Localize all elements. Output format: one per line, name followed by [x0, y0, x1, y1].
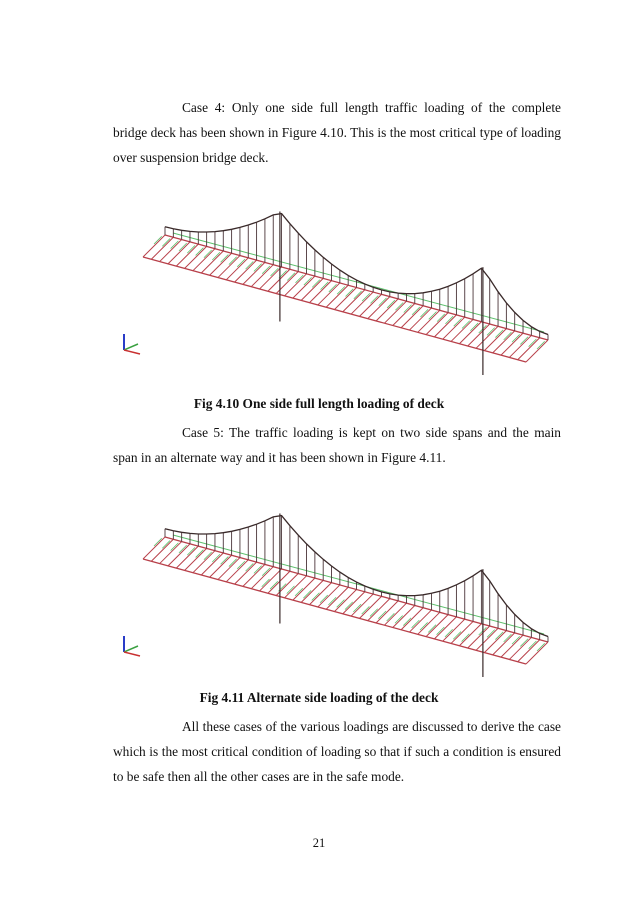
- deck-cross-beam: [160, 240, 182, 262]
- deck-cross-beam: [226, 560, 248, 582]
- deck-cross-beam: [318, 283, 340, 305]
- deck-cross-beam: [434, 617, 456, 639]
- deck-cross-beam: [235, 260, 257, 282]
- deck-cross-beam: [301, 278, 323, 300]
- deck-cross-beam: [509, 637, 531, 659]
- deck-cross-beam: [268, 571, 290, 593]
- deck-cross-beam: [468, 626, 490, 648]
- deck-cross-beam: [443, 317, 465, 339]
- axis-y: [124, 646, 138, 652]
- deck-cross-beam: [268, 269, 290, 291]
- deck-cross-beam: [418, 612, 440, 634]
- deck-cross-beam: [376, 601, 398, 623]
- deck-cross-beam: [368, 599, 390, 621]
- deck-cross-beam: [468, 324, 490, 346]
- deck-edge-near: [143, 257, 526, 362]
- deck-cross-beam: [451, 319, 473, 341]
- deck-cross-beam: [310, 583, 332, 605]
- deck-cross-beam: [393, 605, 415, 627]
- deck-cross-beam: [201, 251, 223, 273]
- deck-cross-beam: [285, 576, 307, 598]
- deck-edge-near: [143, 559, 526, 664]
- deck-cross-beam: [293, 276, 315, 298]
- deck-cross-beam: [243, 262, 265, 284]
- deck-cross-beam: [310, 281, 332, 303]
- deck-cross-beam: [426, 313, 448, 335]
- caption-fig-4-10: Fig 4.10 One side full length loading of deck: [193, 396, 445, 411]
- deck-cross-beam: [501, 635, 523, 657]
- deck-cross-beam: [426, 615, 448, 637]
- load-band-line: [173, 535, 544, 634]
- deck-cross-beam: [251, 567, 273, 589]
- deck-cross-beam: [176, 546, 198, 568]
- deck-cross-beam: [143, 537, 165, 559]
- deck-cross-beam: [409, 308, 431, 330]
- deck-cross-beam: [376, 299, 398, 321]
- deck-cross-beam: [359, 294, 381, 316]
- deck-cross-beam: [260, 569, 282, 591]
- deck-cross-beam: [243, 564, 265, 586]
- deck-cross-beam: [210, 555, 232, 577]
- deck-cross-beam: [318, 585, 340, 607]
- deck-cross-beam: [151, 539, 173, 561]
- axis-x: [124, 350, 140, 354]
- deck-cross-beam: [160, 542, 182, 564]
- deck-cross-beam: [476, 326, 498, 348]
- deck-cross-beam: [484, 631, 506, 653]
- deck-cross-beam: [401, 608, 423, 630]
- bridge-model-alternate-loading: [110, 492, 570, 677]
- deck-cross-beam: [476, 628, 498, 650]
- paragraph-case4: Case 4: Only one side full length traffic loading of the complete bridge deck has been shown in Figure 4.10. This is the most critical type of loading over suspension bridge deck.: [113, 100, 561, 165]
- deck-cross-beam: [518, 640, 540, 662]
- deck-cross-beam: [326, 285, 348, 307]
- deck-cross-beam: [351, 292, 373, 314]
- axis-x: [124, 652, 140, 656]
- figure-4-10: [110, 190, 570, 375]
- deck-cross-beam: [401, 306, 423, 328]
- deck-cross-beam: [459, 624, 481, 646]
- deck-cross-beam: [526, 642, 548, 664]
- deck-cross-beam: [293, 578, 315, 600]
- paragraph-case5: Case 5: The traffic loading is kept on two side spans and the main span in an alternate way and it has been shown in Figure 4.11.: [113, 425, 561, 465]
- deck-cross-beam: [326, 587, 348, 609]
- deck-cross-beam: [418, 310, 440, 332]
- deck-cross-beam: [251, 265, 273, 287]
- deck-cross-beam: [301, 580, 323, 602]
- deck-cross-beam: [359, 596, 381, 618]
- deck-cross-beam: [501, 333, 523, 355]
- deck-cross-beam: [185, 246, 207, 268]
- paragraph-conclusion: All these cases of the various loadings are discussed to derive the case which is the most critical condition of loading so that if such a condition is ensured to be safe then all the other cases are in the safe mode.: [113, 719, 561, 784]
- deck-cross-beam: [335, 590, 357, 612]
- deck-cross-beam: [526, 340, 548, 362]
- deck-cross-beam: [484, 329, 506, 351]
- deck-cross-beam: [493, 633, 515, 655]
- deck-cross-beam: [518, 338, 540, 360]
- deck-cross-beam: [343, 592, 365, 614]
- deck-cross-beam: [201, 553, 223, 575]
- deck-cross-beam: [218, 558, 240, 580]
- deck-cross-beam: [393, 303, 415, 325]
- deck-cross-beam: [260, 267, 282, 289]
- deck-cross-beam: [335, 288, 357, 310]
- deck-cross-beam: [285, 274, 307, 296]
- caption-fig-4-11: Fig 4.11 Alternate side loading of the deck: [199, 690, 439, 705]
- bridge-model-one-side-loading: [110, 190, 570, 375]
- deck-cross-beam: [185, 548, 207, 570]
- main-cable: [165, 214, 548, 335]
- deck-cross-beam: [493, 331, 515, 353]
- main-cable: [165, 516, 548, 637]
- deck-cross-beam: [151, 237, 173, 259]
- load-band-line: [173, 233, 544, 332]
- deck-cross-beam: [168, 242, 190, 264]
- deck-cross-beam: [434, 315, 456, 337]
- deck-cross-beam: [351, 594, 373, 616]
- figure-4-11: [110, 492, 570, 677]
- deck-cross-beam: [218, 256, 240, 278]
- deck-cross-beam: [193, 249, 215, 271]
- deck-cross-beam: [384, 603, 406, 625]
- deck-cross-beam: [451, 621, 473, 643]
- deck-cross-beam: [176, 244, 198, 266]
- axis-y: [124, 344, 138, 350]
- deck-cross-beam: [368, 297, 390, 319]
- deck-cross-beam: [409, 610, 431, 632]
- page-number: 21: [312, 836, 326, 850]
- deck-cross-beam: [235, 562, 257, 584]
- deck-cross-beam: [193, 551, 215, 573]
- deck-cross-beam: [143, 235, 165, 257]
- deck-cross-beam: [384, 301, 406, 323]
- deck-cross-beam: [343, 290, 365, 312]
- deck-cross-beam: [226, 258, 248, 280]
- deck-cross-beam: [210, 253, 232, 275]
- deck-cross-beam: [459, 322, 481, 344]
- deck-cross-beam: [509, 335, 531, 357]
- deck-cross-beam: [168, 544, 190, 566]
- deck-cross-beam: [443, 619, 465, 641]
